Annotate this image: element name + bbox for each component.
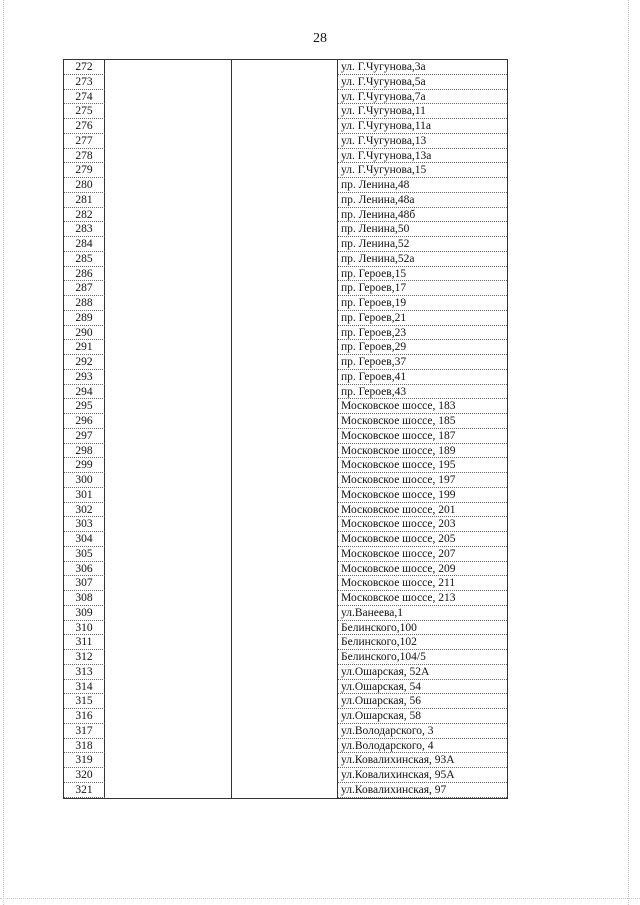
row-number: 307	[64, 576, 105, 590]
row-address: ул.Володарского, 4	[341, 739, 434, 752]
row-address: пр. Ленина,50	[341, 223, 410, 236]
blank-column	[105, 60, 232, 798]
row-address: Московское шоссе, 213	[341, 592, 456, 604]
scan-edge-left	[3, 0, 4, 905]
row-number: 319	[64, 753, 105, 767]
row-number: 308	[64, 591, 105, 605]
row-number: 295	[64, 399, 105, 413]
blank-column	[232, 60, 338, 798]
row-number: 302	[64, 503, 105, 517]
row-number: 318	[64, 739, 105, 753]
row-number: 287	[64, 281, 105, 295]
row-address: ул. Г.Чугунова,13	[341, 134, 427, 147]
row-address: Московское шоссе, 203	[341, 518, 456, 531]
row-address: ул.Ошарская, 52А	[341, 665, 430, 678]
row-address: пр. Ленина,48б	[341, 208, 416, 221]
scan-edge-right	[628, 0, 629, 905]
row-number: 285	[64, 252, 105, 266]
row-number: 303	[64, 517, 105, 531]
row-address: пр. Ленина,52	[341, 238, 410, 250]
row-address: ул. Г.Чугунова,3а	[341, 61, 426, 73]
row-address: Московское шоссе, 199	[341, 488, 456, 501]
row-address: Белинского,100	[341, 621, 417, 634]
row-number: 305	[64, 547, 105, 561]
row-number: 282	[64, 208, 105, 222]
row-address: пр. Ленина,52а	[341, 252, 415, 265]
row-number: 300	[64, 473, 105, 487]
row-number: 297	[64, 429, 105, 443]
row-number: 296	[64, 414, 105, 428]
row-address: пр. Героев,21	[341, 311, 407, 324]
row-number: 279	[64, 163, 105, 177]
row-number: 313	[64, 665, 105, 679]
row-address: ул.Ошарская, 58	[341, 710, 422, 722]
page-number: 28	[313, 31, 327, 46]
row-address: пр. Героев,29	[341, 341, 407, 354]
row-address: ул. Г.Чугунова,13а	[341, 149, 432, 162]
row-address: пр. Героев,23	[341, 326, 407, 339]
row-number: 283	[64, 222, 105, 236]
row-address: Московское шоссе, 211	[341, 577, 456, 590]
row-address: Московское шоссе, 205	[341, 533, 456, 545]
row-number: 317	[64, 724, 105, 738]
row-number: 301	[64, 488, 105, 502]
row-address: ул.Ковалихинская, 93А	[341, 754, 455, 767]
row-address: ул.Ванеева,1	[341, 606, 404, 619]
row-number: 299	[64, 458, 105, 472]
row-number: 304	[64, 532, 105, 546]
row-number: 278	[64, 149, 105, 163]
row-address: ул. Г.Чугунова,15	[341, 164, 427, 177]
row-address: пр. Героев,15	[341, 267, 407, 280]
row-number: 275	[64, 104, 105, 118]
row-address: Московское шоссе, 183	[341, 400, 456, 413]
row-number: 314	[64, 680, 105, 694]
row-number: 312	[64, 650, 105, 664]
row-number: 292	[64, 355, 105, 369]
scan-edge-bottom	[0, 898, 640, 899]
row-address: Белинского,104/5	[341, 651, 426, 663]
row-number: 273	[64, 75, 105, 89]
row-address: Московское шоссе, 209	[341, 562, 456, 575]
row-number: 298	[64, 444, 105, 458]
row-address: ул. Г.Чугунова,11	[341, 105, 426, 118]
row-address: ул.Ошарская, 56	[341, 695, 422, 708]
row-address: Московское шоссе, 195	[341, 459, 456, 472]
row-number: 272	[64, 60, 105, 74]
row-address: Московское шоссе, 189	[341, 444, 456, 457]
row-address: ул.Ковалихинская, 97	[341, 783, 447, 796]
row-number: 280	[64, 178, 105, 192]
row-number: 316	[64, 709, 105, 723]
row-number: 310	[64, 621, 105, 635]
row-number: 320	[64, 768, 105, 782]
row-number: 294	[64, 385, 105, 399]
row-address: пр. Героев,37	[341, 356, 407, 368]
row-address: ул. Г.Чугунова,11а	[341, 120, 431, 132]
row-address: Московское шоссе, 197	[341, 474, 456, 486]
row-address: Московское шоссе, 185	[341, 415, 456, 427]
row-number: 284	[64, 237, 105, 251]
row-number: 276	[64, 119, 105, 133]
row-number: 281	[64, 193, 105, 207]
row-address: Белинского,102	[341, 636, 417, 649]
row-number: 315	[64, 694, 105, 708]
row-number: 277	[64, 134, 105, 148]
row-number: 293	[64, 370, 105, 384]
row-address: пр. Героев,17	[341, 282, 407, 295]
row-number: 274	[64, 90, 105, 104]
row-address: ул.Ошарская, 54	[341, 680, 422, 693]
row-address: Московское шоссе, 187	[341, 429, 456, 442]
row-address: Московское шоссе, 207	[341, 547, 456, 560]
row-address: ул. Г.Чугунова,5а	[341, 75, 426, 88]
row-address: ул.Ковалихинская, 95А	[341, 769, 455, 781]
row-address: ул. Г.Чугунова,7а	[341, 90, 426, 103]
row-number: 311	[64, 635, 105, 649]
row-address: пр. Ленина,48	[341, 179, 410, 191]
row-address: пр. Ленина,48а	[341, 193, 415, 206]
row-number: 321	[64, 783, 105, 797]
row-number: 288	[64, 296, 105, 310]
row-number: 309	[64, 606, 105, 620]
row-number: 291	[64, 340, 105, 354]
address-table	[63, 59, 508, 799]
row-address: ул.Володарского, 3	[341, 724, 434, 737]
row-number: 286	[64, 267, 105, 281]
row-address: пр. Героев,43	[341, 385, 407, 398]
row-number: 306	[64, 562, 105, 576]
row-number: 289	[64, 311, 105, 325]
row-address: пр. Героев,41	[341, 370, 407, 383]
row-address: пр. Героев,19	[341, 297, 407, 309]
row-address: Московское шоссе, 201	[341, 503, 456, 516]
row-number: 290	[64, 326, 105, 340]
